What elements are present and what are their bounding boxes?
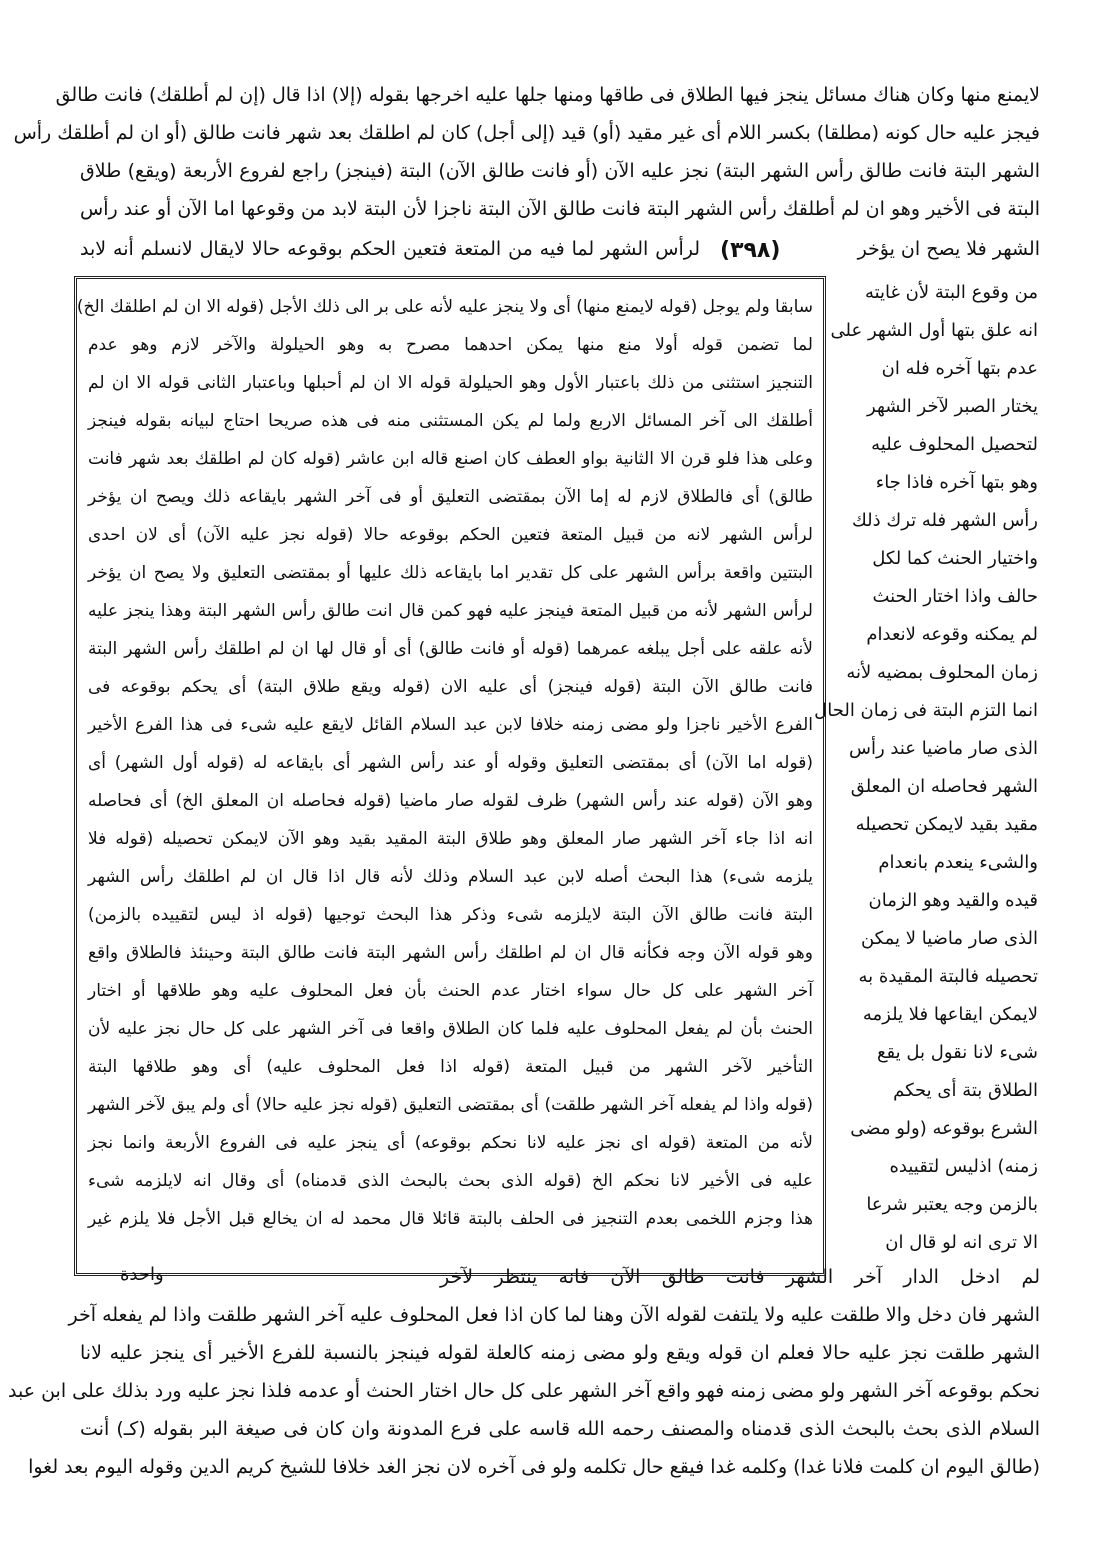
commentary-line: التأخير لآخر الشهر من قبيل المتعة (قوله اذا فعل المحلوف عليه) أى وهو طلاقها البتة [88,1057,813,1077]
commentary-line: أطلقك الى آخر المسائل الاربع ولما لم يكن المستثنى منه فى هذه صريحا احتاج لبيانه بقوله فينجز [88,411,813,431]
side-line: زمان المحلوف بمضيه لأنه [846,662,1038,683]
commentary-line: لأنه علقه على أجل يبلغه عمرهما (قوله أو فانت طالق) أى أو قال لها ان لم اطلقك رأس الشهر البتة [88,639,813,659]
side-line: والشىء ينعدم بانعدام [878,852,1038,873]
text-line: نحكم بوقوعه آخر الشهر ولو مضى زمنه فهو واقع آخر الشهر على كل حال اختار الحنث أو عدمه فلذا نجز عليه ورد بذلك على ابن عبد [7,1380,1040,1402]
commentary-line: طالق) أى فالطلاق لازم له إما الآن بمقتضى التعليق أو فى آخر الشهر بايقاعه ذلك ويصح ان يؤخر [88,487,813,507]
side-line: وهو بتها آخره فاذا جاء [875,472,1038,493]
side-line: لتحصيل المحلوف عليه [871,434,1038,455]
text-line: البتة فى الأخير وهو ان لم أطلقك رأس الشهر البتة فانت طالق الآن البتة ناجزا لأن البتة لابد من وقوعها اما الآن أو عند رأس [80,198,1040,220]
commentary-line: وهو الآن (قوله عند رأس الشهر) ظرف لقوله صار ماضيا (قوله فحاصله ان المعلق الخ) أى فحاصله [88,791,813,811]
commentary-line: يلزمه شىء) هذا البحث أصله لابن عبد السلام وذلك لأنه قال اذا قال ان لم اطلقك رأس الشهر [88,867,813,887]
commentary-line: البتة فانت طالق الآن البتة لايلزمه شىء وذكر هذا البحث توجيها (قوله اذ ليس لتقييده بالزمن) [88,905,813,925]
side-line: بالزمن وجه يعتبر شرعا [866,1194,1038,1215]
commentary-line: (قوله واذا لم يفعله آخر الشهر طلقت) أى بمقتضى التعليق (قوله نجز عليه حالا) أى ولم يبق لآخر الشهر [88,1095,813,1115]
side-line: الطلاق بتة أى يحكم [893,1080,1038,1101]
commentary-line: وعلى هذا فلو قرن الا الثانية بواو العطف كان اصنع قاله ابن عاشر (قوله كان لم اطلقك بعد شهر فانت [88,449,813,469]
page-number: (٣٩٨) [720,238,781,263]
commentary-line: هذا وجزم اللخمى بعدم التنجيز فى الحلف بالبتة قائلا قال محمد له ان يخالع قبل الأجل فلا يلزم غير [88,1209,813,1229]
side-line: شىء لانا نقول بل يقع [876,1042,1038,1063]
commentary-line: عليه فى الأخير لانا نحكم الخ (قوله الذى بحث بالبحث الذى قدمناه) أى وقال انه لايلزمه شىء [88,1171,813,1191]
side-line: مقيد بقيد لايمكن تحصيله [855,814,1038,835]
side-line: رأس الشهر فله ترك ذلك [852,510,1038,531]
commentary-line: سابقا ولم يوجل (قوله لايمنع منها) أى ولا ينجز عليه لأنه على بر الى ذلك الأجل (قوله الا ان لم اطلقك الخ) [76,297,813,317]
catchword: واحدة [120,1264,164,1285]
side-line: عدم بتها آخره فله ان [881,358,1038,379]
side-line: الشرع بوقوعه (ولو مضى [850,1118,1038,1139]
text-line: لرأس الشهر لما فيه من المتعة فتعين الحكم بوقوعه حالا لايقال لانسلم أنه لابد [80,238,700,260]
side-line: الذى صار ماضيا لا يمكن [860,928,1038,949]
commentary-line: لأنه من المتعة (قوله اى نجز عليه لانا نحكم بوقوعه) أى ينجز عليه فى الفروع الأربعة وانما نجز [88,1133,813,1153]
commentary-line: انه اذا جاء آخر الشهر صار المعلق وهو طلاق البتة المقيد بقيد وهو الآن لايمكن تحصيله (قوله فلا [88,829,813,849]
text-line: فيجز عليه حال كونه (مطلقا) بكسر اللام أى غير مقيد (أو) قيد (إلى أجل) كان لم اطلقك بعد شهر فانت طالق (أو ان لم أطلقك رأس [13,122,1040,144]
commentary-line: (قوله اما الآن) أى بمقتضى التعليق وقوله أو عند رأس الشهر أى بايقاعه له (قوله أول الشهر) أى [88,753,813,773]
commentary-line: التنجيز استثنى من ذلك باعتبار الأول وهو الحيلولة قوله الا ان لم أحبلها وباعتبار الثانى قوله الا ان لم [88,373,813,393]
side-line: يختار الصبر لآخر الشهر [867,396,1038,417]
side-line: انما التزم البتة فى زمان الحال [814,700,1038,721]
commentary-line: الفرع الأخير ناجزا ولو مضى زمنه خلافا لابن عبد السلام القائل لايقع عليه شىء فى هذا الفرع الأخير [88,715,813,735]
side-line: حالف واذا اختار الحنث [872,586,1038,607]
text-line: الشهر فلا يصح ان يؤخر [857,238,1040,260]
text-line: الشهر فان دخل والا طلقت عليه ولا يلتفت لقوله الآن وهنا لما كان اذا فعل المحلوف عليه آخر الشهر طلقت واذا لم يفعله آخر [68,1304,1040,1326]
commentary-line: الحنث بأن لم يفعل المحلوف عليه فلما كان الطلاق واقعا فى آخر الشهر على كل حال نجز عليه لأن [88,1019,813,1039]
side-line: انه علق بتها أول الشهر على [830,320,1038,341]
text-line: الشهر البتة فانت طالق رأس الشهر البتة) نجز عليه الآن (أو فانت طالق الآن) البتة (فينجز) راجع لفروع الأربعة (ويقع) طلاق [80,160,1040,182]
commentary-line: لرأس الشهر لأنه من قبيل المتعة فينجز عليه فهو كمن قال انت طالق رأس الشهر البتة وهذا ينجز عليه [88,601,813,621]
side-line: لايمكن ايقاعها فلا يلزمه [862,1004,1038,1025]
text-line: السلام الذى بحث بالبحث الذى قدمناه والمصنف رحمه الله قاسه على فرع المدونة وان كان فى صيغة البر بقوله (كـ) أنت [80,1418,1040,1440]
commentary-line: وهو قوله الآن وجه فكأنه قال ان لم اطلقك رأس الشهر البتة فانت طالق البتة وحينئذ فالطلاق واقع [88,943,813,963]
commentary-line: لما تضمن قوله أولا منع منها يمكن احدهما مصرح به وهو الحيلولة والآخر لازم وهو عدم [88,335,813,355]
commentary-line: آخر الشهر على كل حال سواء اختار عدم الحنث بأن فعل المحلوف عليه وهو طلاقها أو اختار [88,981,813,1001]
side-line: لم يمكنه وقوعه لانعدام [866,624,1038,645]
text-line: الشهر طلقت نجز عليه حالا فعلم ان قوله ويقع ولو مضى زمنه كالعلة لقوله فينجز بالنسبة للفرع الأخير أى ينجز عليه لانا [80,1342,1040,1364]
side-line: الا ترى انه لو قال ان [885,1232,1038,1253]
text-line: لم ادخل الدار آخر الشهر فانت طالق الآن فانه ينتظر لآخر [440,1266,1040,1288]
side-line: الذى صار ماضيا عند رأس [849,738,1038,759]
side-line: واختيار الحنث كما لكل [872,548,1038,569]
side-line: من وقوع البتة لأن غايته [864,282,1038,303]
text-line: لايمنع منها وكان هناك مسائل ينجز فيها الطلاق فى طاقها ومنها جلها عليه اخرجها بقوله (إلا) اذا قال (إن لم أطلقك) فانت طالق [55,84,1040,106]
side-line: تحصيله فالبتة المقيدة به [858,966,1038,987]
side-line: زمنه) اذليس لتقييده [889,1156,1038,1177]
commentary-line: البتتين واقعة برأس الشهر على كل تقدير اما بايقاعه ذلك عليها أو بمقتضى التعليق ولا يصح ان يؤخر [88,563,813,583]
commentary-line: لرأس الشهر لانه من قبيل المتعة فتعين الحكم بوقوعه حالا (قوله نجز عليه الآن) أى لان احدى [88,525,813,545]
side-line: الشهر فحاصله ان المعلق [850,776,1038,797]
side-line: قيده والقيد وهو الزمان [868,890,1038,911]
text-line: (طالق اليوم ان كلمت فلانا غدا) وكلمه غدا فيقع حال تكلمه ولو فى آخره لان نجز الغد خلافا للشيخ كريم الدين وقوله اليوم بعد لغوا [28,1456,1040,1478]
commentary-line: فانت طالق الآن البتة (قوله فينجز) أى عليه الان (قوله ويقع طلاق البتة) أى يحكم بوقوعه فى [88,677,813,697]
